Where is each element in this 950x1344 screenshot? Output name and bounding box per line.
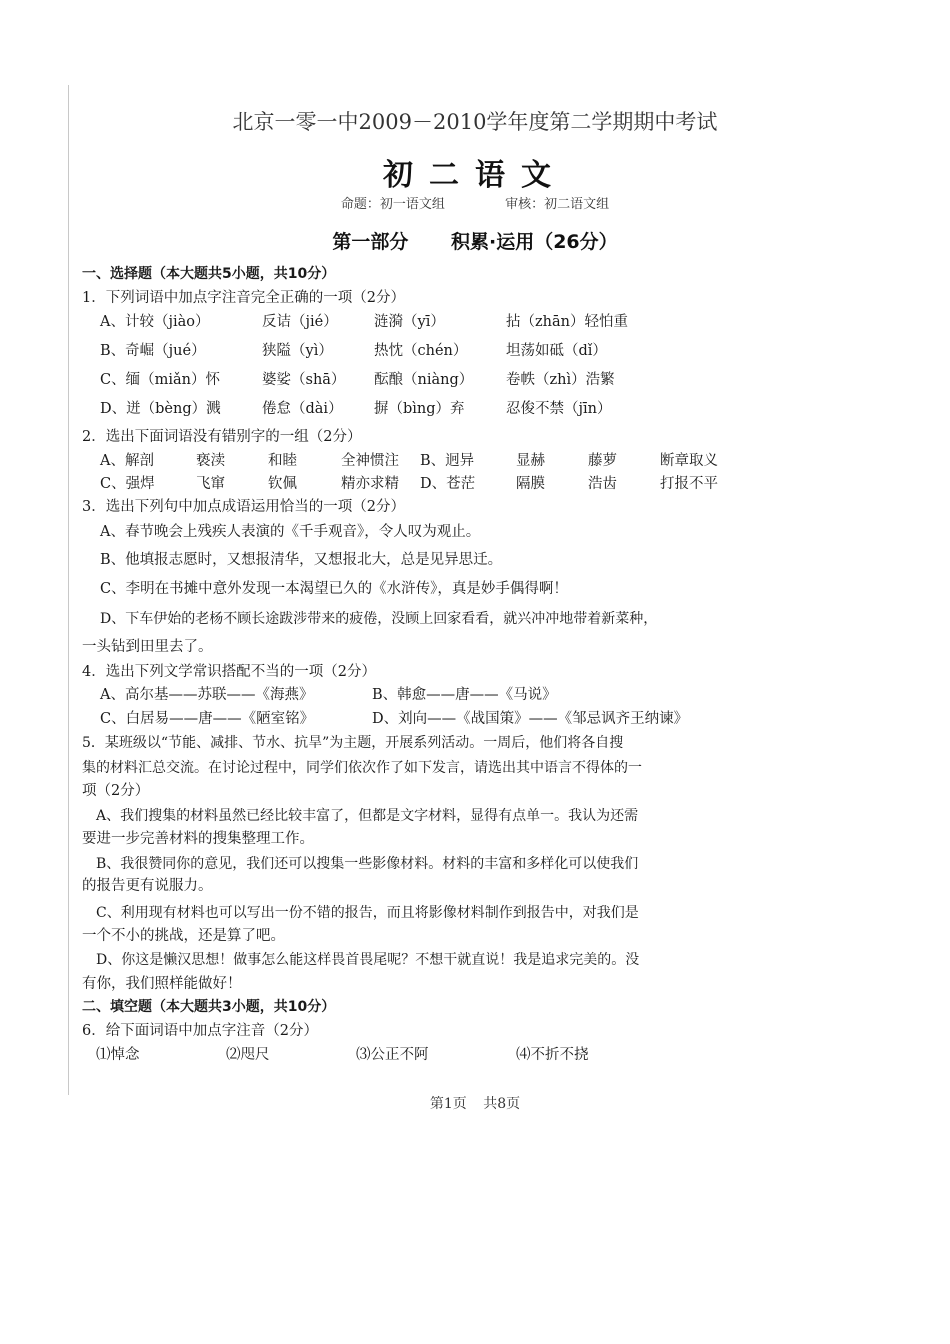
subject-title: 初二语文 — [383, 158, 567, 193]
part-name: 积累·运用（26分） — [450, 231, 618, 253]
q2-word: 断章取义 — [660, 453, 718, 469]
section2-title: 二、填空题（本大题共3小题，共10分） — [82, 999, 336, 1015]
q2-word: A、解剖 — [100, 453, 154, 469]
q1-option: D、迸（bèng）溅 — [100, 401, 221, 417]
q3-option-b: B、他填报志愿时，又想报清华，又想报北大，总是见异思迁。 — [100, 552, 503, 568]
q5-option-c-cont: 一个不小的挑战，还是算了吧。 — [82, 928, 285, 944]
q1-option: 狭隘（yì） — [262, 343, 333, 359]
q2-word: C、强焊 — [100, 476, 155, 492]
q2-word: 精亦求精 — [341, 476, 399, 492]
q1-option: 卷帙（zhì）浩繁 — [506, 372, 615, 388]
q1-option: 拈（zhān）轻怕重 — [506, 314, 628, 330]
q5-option-a: A、我们搜集的材料虽然已经比较丰富了，但都是文字材料，显得有点单一。我认为还需 — [96, 808, 639, 824]
q5-option-d-cont: 有你，我们照样能做好！ — [82, 976, 242, 992]
part-title: 第一部分 — [332, 231, 409, 253]
q4-option-d: D、刘向——《战国策》——《邹忌讽齐王纳谏》 — [372, 711, 689, 727]
q2-word: D、苍茫 — [420, 476, 476, 492]
q4-option-c: C、白居易——唐——《陋室铭》 — [100, 711, 315, 727]
q6-item: ⑷不折不挠 — [516, 1047, 589, 1063]
q2-word: 打报不平 — [660, 476, 718, 492]
q1-option: B、奇崛（jué） — [100, 343, 206, 359]
q1-option: 忍俊不禁（jīn） — [506, 401, 612, 417]
q6-stem: 6．给下面词语中加点字注音（2分） — [82, 1023, 318, 1039]
q2-word: 显赫 — [516, 453, 545, 469]
q6-item: ⑶公正不阿 — [356, 1047, 429, 1063]
q3-option-c: C、李明在书摊中意外发现一本渴望已久的《水浒传》，真是妙手偶得啊！ — [100, 581, 568, 597]
q2-stem: 2．选出下面词语没有错别字的一组（2分） — [82, 429, 362, 445]
q3-option-d-cont: 一头钻到田里去了。 — [82, 639, 213, 655]
q6-item: ⑵咫尺 — [226, 1047, 270, 1063]
school-title: 北京一零一中2009－2010学年度第二学期期中考试 — [232, 110, 718, 134]
q5-option-b-cont: 的报告更有说服力。 — [82, 878, 213, 894]
q1-option: A、计较（jiào） — [100, 314, 210, 330]
credits — [0, 193, 950, 212]
q1-option: 酝酿（niàng） — [374, 372, 474, 388]
q5-stem: 5．某班级以“节能、减排、节水、抗旱”为主题，开展系列活动。一周后，他们将各自搜 — [82, 735, 624, 751]
q1-option: 反诘（jié） — [262, 314, 338, 330]
q3-option-d: D、下车伊始的老杨不顾长途跋涉带来的疲倦，没顾上回家看看，就兴冲冲地带着新菜种， — [100, 611, 658, 627]
q2-word: 藤萝 — [588, 453, 617, 469]
page-footer — [0, 1093, 950, 1113]
q4-stem: 4．选出下列文学常识搭配不当的一项（2分） — [82, 664, 376, 680]
page-number: 第1页 — [429, 1096, 467, 1112]
q2-word: 浩齿 — [588, 476, 617, 492]
q2-word: 全神惯注 — [341, 453, 399, 469]
q6-item: ⑴悼念 — [96, 1047, 140, 1063]
q5-stem-cont: 项（2分） — [82, 783, 150, 799]
q1-option: 倦怠（dài） — [262, 401, 343, 417]
q1-option: 热忱（chén） — [374, 343, 468, 359]
page-total: 共8页 — [483, 1096, 521, 1112]
q1-stem: 1．下列词语中加点字注音完全正确的一项（2分） — [82, 290, 405, 306]
part-heading — [0, 227, 950, 254]
q5-option-d: D、你这是懒汉思想！做事怎么能这样畏首畏尾呢？不想干就直说！我是追求完美的。没 — [96, 952, 640, 968]
q3-option-a: A、春节晚会上残疾人表演的《千手观音》，令人叹为观止。 — [100, 524, 481, 540]
reviewer-credit: 审核：初二语文组 — [505, 197, 610, 212]
q1-option: 婆娑（shā） — [262, 372, 346, 388]
q2-word: 和睦 — [268, 453, 297, 469]
section1-title: 一、选择题（本大题共5小题，共10分） — [82, 266, 336, 282]
q2-word: 钦佩 — [268, 476, 297, 492]
q5-option-a-cont: 要进一步完善材料的搜集整理工作。 — [82, 831, 314, 847]
q3-stem: 3．选出下列句中加点成语运用恰当的一项（2分） — [82, 499, 405, 515]
q5-option-c: C、利用现有材料也可以写出一份不错的报告，而且将影像材料制作到报告中，对我们是 — [96, 905, 639, 921]
q2-word: 飞窜 — [196, 476, 225, 492]
q4-option-a: A、高尔基——苏联——《海燕》 — [100, 687, 314, 703]
q1-option: 涟漪（yī） — [374, 314, 445, 330]
q5-option-b: B、我很赞同你的意见，我们还可以搜集一些影像材料。材料的丰富和多样化可以使我们 — [96, 856, 639, 872]
q2-word: B、迥异 — [420, 453, 475, 469]
q5-stem-cont: 集的材料汇总交流。在讨论过程中，同学们依次作了如下发言，请选出其中语言不得体的一 — [82, 760, 642, 776]
q2-word: 隔膜 — [516, 476, 545, 492]
q1-option: C、缅（miǎn）怀 — [100, 372, 220, 388]
q1-option: 坦荡如砥（dǐ） — [506, 343, 607, 359]
q1-option: 摒（bìng）弃 — [374, 401, 465, 417]
q4-option-b: B、韩愈——唐——《马说》 — [372, 687, 557, 703]
q2-word: 亵渎 — [196, 453, 225, 469]
author-credit: 命题：初一语文组 — [340, 197, 445, 212]
